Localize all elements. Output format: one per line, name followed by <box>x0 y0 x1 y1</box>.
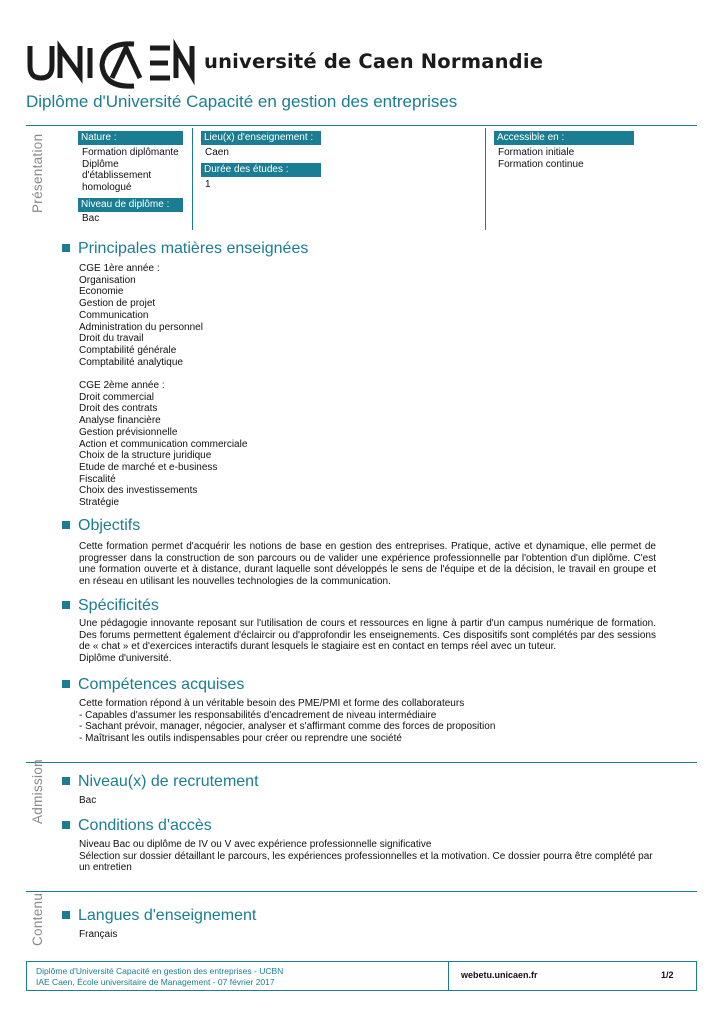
page-number: 1/2 <box>661 970 674 980</box>
side-label-presentation: Présentation <box>30 133 45 213</box>
footer-site-link[interactable]: webetu.unicaen.fr <box>461 970 538 980</box>
list-item: - Capables d'assumer les responsabilités d'encadrement de niveau intermédiaire <box>79 709 437 721</box>
lieu-label: Lieu(x) d'enseignement : <box>201 131 321 145</box>
page-title: Diplôme d'Université Capacité en gestion des entreprises <box>26 92 458 111</box>
list-item: Analyse financière <box>79 415 161 427</box>
footer-info <box>36 966 283 988</box>
square-bullet-icon <box>62 244 70 252</box>
list-item: Organisation <box>79 274 136 286</box>
accessible-label: Accessible en : <box>494 131 634 145</box>
conditions-body <box>79 839 656 874</box>
list-item: Action et communication commerciale <box>79 438 248 450</box>
year2-title: CGE 2ème année : <box>79 380 165 392</box>
list-item: Choix de la structure juridique <box>79 450 212 462</box>
side-label-contenu: Contenu <box>30 892 45 946</box>
side-label-admission: Admission <box>30 759 45 824</box>
competences-body <box>79 698 656 745</box>
accessible-line: Formation continue <box>498 158 584 170</box>
list-item: Stratégie <box>79 497 120 509</box>
conditions-text: Sélection sur dossier détaillant le parcours, les expériences professionnelles et la motivation. Ce dossier pourra être complété par un entretien <box>79 850 653 874</box>
list-item: Droit du travail <box>79 333 144 345</box>
section-title-langues: Langues d'enseignement <box>62 907 256 925</box>
list-item: Comptabilité générale <box>79 344 177 356</box>
university-name: université de Caen Normandie <box>204 50 544 73</box>
list-item: Gestion de projet <box>79 298 156 310</box>
list-item: Etude de marché et e-business <box>79 461 218 473</box>
list-item: Comptabilité analytique <box>79 356 183 368</box>
section-title-conditions: Conditions d'accès <box>62 817 212 835</box>
nature-line: d'établissement <box>82 170 152 181</box>
unicaen-logo-icon <box>26 38 196 94</box>
divider <box>26 125 697 126</box>
recrutement-text: Bac <box>79 795 97 806</box>
square-bullet-icon <box>62 601 70 609</box>
specificites-text <box>79 618 656 665</box>
square-bullet-icon <box>62 911 70 919</box>
list-item: Communication <box>79 309 149 321</box>
university-logo <box>26 38 544 94</box>
section-title-competences: Compétences acquises <box>62 676 244 694</box>
list-item: Droit commercial <box>79 391 155 403</box>
page-footer <box>26 961 697 991</box>
section-title-specificites: Spécificités <box>62 597 159 615</box>
list-item: Gestion prévisionnelle <box>79 426 178 438</box>
langues-text: Français <box>79 929 118 940</box>
section-title-objectifs: Objectifs <box>62 517 140 535</box>
niveau-value: Bac <box>82 213 100 224</box>
conditions-line: Niveau Bac ou diplôme de IV ou V avec expérience professionnelle significative <box>79 839 432 850</box>
list-item: Fiscalité <box>79 473 116 485</box>
column-divider <box>192 128 193 230</box>
divider <box>26 762 697 763</box>
nature-line: homologué <box>82 181 132 193</box>
list-item: Administration du personnel <box>79 321 203 333</box>
specificites-note: Diplôme d'université. <box>79 653 172 665</box>
specificites-paragraph: Une pédagogie innovante reposant sur l'utilisation de cours et ressources en ligne à partir d'un campus numérique de formation. Des forums permettent également d'éclaircir ou d'approfondir les enseignements. Ces dispositifs sont complétés par des sessions de « chat » et d'exercices interactifs durant lesquels le stagiaire est en contact en temps réel avec un tuteur. <box>79 618 656 653</box>
list-item: Economie <box>79 286 124 298</box>
square-bullet-icon <box>62 521 70 529</box>
footer-line: IAE Caen, École universitaire de Management - 07 février 2017 <box>36 977 275 987</box>
niveau-label: Niveau de diplôme : <box>78 198 183 212</box>
nature-value <box>82 147 183 193</box>
nature-label: Nature : <box>78 131 183 145</box>
duree-label: Durée des études : <box>201 163 321 177</box>
list-item: Choix des investissements <box>79 485 198 497</box>
duree-value: 1 <box>205 179 211 190</box>
square-bullet-icon <box>62 821 70 829</box>
column-divider <box>485 128 486 230</box>
footer-line: Diplôme d'Université Capacité en gestion des entreprises - UCBN <box>36 966 284 976</box>
divider <box>26 891 697 892</box>
section-title-matieres: Principales matières enseignées <box>62 240 308 258</box>
footer-divider <box>448 962 449 990</box>
section-title-recrutement: Niveau(x) de recrutement <box>62 773 259 791</box>
accessible-value <box>498 147 584 170</box>
list-item: Droit des contrats <box>79 403 158 415</box>
square-bullet-icon <box>62 680 70 688</box>
lieu-value: Caen <box>205 147 229 158</box>
list-item: - Sachant prévoir, manager, négocier, analyser et s'affirmant comme des forces de proposition <box>79 721 496 733</box>
accessible-line: Formation initiale <box>498 147 575 158</box>
nature-line: Formation diplômante <box>82 147 179 158</box>
list-item: - Maîtrisant les outils indispensables pour créer ou reprendre une société <box>79 733 402 745</box>
list-item: Cette formation répond à un véritable besoin des PME/PMI et forme des collaborateurs <box>79 698 465 709</box>
square-bullet-icon <box>62 777 70 785</box>
year1-title: CGE 1ère année : <box>79 263 160 274</box>
matieres-body <box>79 263 656 509</box>
objectifs-text: Cette formation permet d'acquérir les notions de base en gestion des entreprises. Pratique, active et dynamique, elle permet de progresser dans la construction de son parcours ou de valider une expérience professionnelle par l'obtention d'un diplôme. C'est une formation ouverte et à distance, durant laquelle sont développés le sens de l'équipe et de la décision, le travail en groupe et en réseau en utilisant les nouvelles technologies de la communication. <box>79 541 656 588</box>
nature-line: Diplôme <box>82 158 119 170</box>
